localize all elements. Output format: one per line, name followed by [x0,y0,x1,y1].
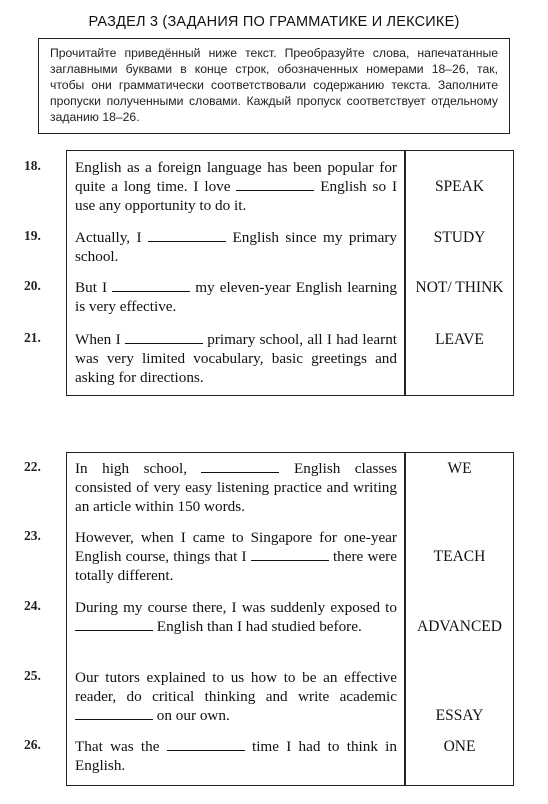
task-number: 24. [24,598,41,613]
answer-blank [125,330,203,344]
answer-blank [251,547,329,561]
task-table-2 [0,452,548,786]
task-number: 21. [24,330,41,345]
task-number: 20. [24,278,41,293]
task-table-1 [0,150,548,396]
source-word: STUDY [433,229,486,246]
source-word: ONE [443,738,476,755]
task-sentence: During my course there, I was suddenly exposed to English than I had studied before. [75,599,397,635]
source-word: ADVANCED [417,618,502,635]
section-title: РАЗДЕЛ 3 (ЗАДАНИЯ ПО ГРАММАТИКЕ И ЛЕКСИКЕ) [88,14,460,30]
answer-blank [112,278,190,292]
task-number: 26. [24,737,41,752]
task-number: 19. [24,228,41,243]
answer-blank [75,617,153,631]
answer-blank [167,737,245,751]
answer-blank [236,177,314,191]
task-sentence: Our tutors explained to us how to be an effective reader, do critical thinking and write academic on our own. [75,669,397,724]
task-sentence: However, when I came to Singapore for one-year English course, things that I there were totally different. [75,529,397,584]
task-sentence: Actually, I English since my primary school. [75,229,397,265]
answer-blank [148,228,226,242]
task-sentence: But I my eleven-year English learning is very effective. [75,279,397,315]
task-sentence: English as a foreign language has been popular for quite a long time. I love English so I use any opportunity to do it. [75,159,397,214]
task-sentence: That was the time I had to think in English. [75,738,397,774]
task-sentence: When I primary school, all I had learnt was very limited vocabulary, basic greetings and asking for directions. [75,331,398,386]
source-word: LEAVE [435,331,484,348]
task-number: 22. [24,459,41,474]
answer-blank [201,459,279,473]
source-word: TEACH [433,548,486,565]
instructions-box: Прочитайте приведённый ниже текст. Преобразуйте слова, напечатанные заглавными буквами в конце строк, обозначенных номерами 18–26, так, чтобы они грамматически соответствовали содержанию текста. Заполните пропуски полученными словами. Каждый пропуск соответствует отдельному заданию 18–26. [38,38,510,134]
task-number: 18. [24,158,41,173]
source-word: NOT/ THINK [415,279,504,296]
task-number: 25. [24,668,41,683]
task-sentence: In high school, English classes consisted of very easy listening practice and writing an article within 150 words. [75,460,397,515]
source-word: ESSAY [435,707,484,724]
answer-blank [75,706,153,720]
source-word: WE [447,460,472,477]
task-number: 23. [24,528,41,543]
source-word: SPEAK [434,178,485,195]
